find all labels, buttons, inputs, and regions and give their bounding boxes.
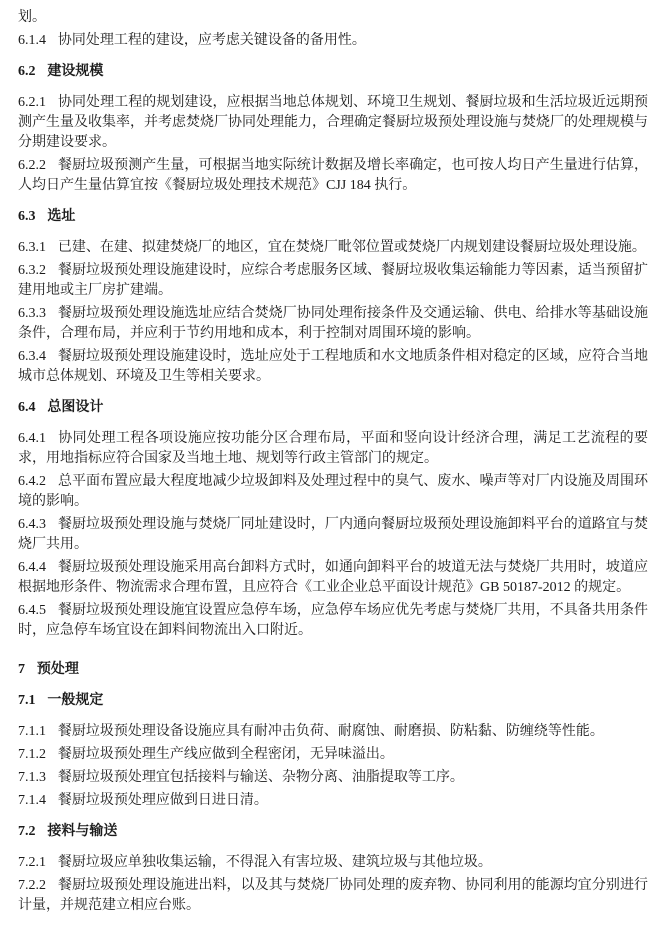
block-number: 6.4.3	[18, 517, 46, 532]
clause-6.3.1	[18, 238, 648, 258]
block-number: 6.4	[18, 400, 36, 415]
clause-6.4.2	[18, 472, 648, 512]
block-number: 7.2.2	[18, 878, 46, 893]
block-number: 6.4.2	[18, 474, 46, 489]
block-text: 预处理	[36, 662, 79, 677]
clause-6.4.1	[18, 429, 648, 469]
block-text: 餐厨垃圾预处理设施建设时，应综合考虑服务区域、餐厨垃圾收集运输能力等因素，适当预留扩建用地或主厂房扩建端。	[18, 263, 648, 298]
block-text: 餐厨垃圾预处理应做到日进日清。	[57, 793, 268, 808]
block-number: 6.4.4	[18, 560, 46, 575]
block-text: 餐厨垃圾预处理设施选址应结合焚烧厂协同处理衔接条件及交通运输、供电、给排水等基础设施条件，合理布局，并应利于节约用地和成本，利于控制对周围环境的影响。	[18, 306, 648, 341]
block-text: 餐厨垃圾应单独收集运输，不得混入有害垃圾、建筑垃圾与其他垃圾。	[57, 855, 492, 870]
chapter-heading-7	[18, 660, 648, 680]
clause-6.4.5	[18, 601, 648, 641]
block-text: 协同处理工程各项设施应按功能分区合理布局，平面和竖向设计经济合理，满足工艺流程的要求，用地指标应符合国家及当地土地、规划等行政主管部门的规定。	[18, 431, 648, 466]
clause-6.2.1	[18, 93, 648, 153]
block-number: 7.1.3	[18, 770, 46, 785]
clause-6.2.2	[18, 156, 648, 196]
block-number: 7.1	[18, 693, 36, 708]
block-number: 7.2.1	[18, 855, 46, 870]
clause-7.1.1	[18, 722, 648, 742]
block-text: 已建、在建、拟建焚烧厂的地区，宜在焚烧厂毗邻位置或焚烧厂内规划建设餐厨垃圾处理设施。	[57, 240, 646, 255]
block-number: 7.1.1	[18, 724, 46, 739]
clause-6.4.3	[18, 515, 648, 555]
block-text: 餐厨垃圾预处理设施与焚烧厂同址建设时，厂内通向餐厨垃圾预处理设施卸料平台的道路宜与焚烧厂共用。	[18, 517, 648, 552]
block-number: 7.2	[18, 824, 36, 839]
block-number: 6.3	[18, 209, 36, 224]
block-number: 6.2	[18, 64, 36, 79]
block-number: 6.3.4	[18, 349, 46, 364]
clause-7.1.4	[18, 791, 648, 811]
section-heading-7.1	[18, 691, 648, 711]
section-heading-6.2	[18, 62, 648, 82]
clause-6.3.3	[18, 304, 648, 344]
block-number: 6.3.1	[18, 240, 46, 255]
block-number: 6.2.1	[18, 95, 46, 110]
block-text: 餐厨垃圾预测产生量，可根据当地实际统计数据及增长率确定，也可按人均日产生量进行估算，人均日产生量估算宜按《餐厨垃圾处理技术规范》CJJ 184 执行。	[18, 158, 648, 193]
clause-7.1.2	[18, 745, 648, 765]
block-number: 6.4.5	[18, 603, 46, 618]
block-number: 6.3.3	[18, 306, 46, 321]
block-text: 接料与输送	[47, 824, 118, 839]
block-text: 总图设计	[47, 400, 104, 415]
block-number: 7	[18, 662, 25, 677]
block-text: 一般规定	[47, 693, 104, 708]
block-text: 餐厨垃圾预处理设施进出料，以及其与焚烧厂协同处理的废弃物、协同利用的能源均宜分别进行计量，并规范建立相应台账。	[18, 878, 648, 913]
block-text: 餐厨垃圾预处理设施采用高台卸料方式时，如通向卸料平台的坡道无法与焚烧厂共用时，坡道应根据地形条件、物流需求合理布置，且应符合《工业企业总平面设计规范》GB 50187-2012 的规定。	[18, 560, 648, 595]
block-number: 6.4.1	[18, 431, 46, 446]
block-number: 6.3.2	[18, 263, 46, 278]
clause-6.1.4	[18, 31, 648, 51]
block-text: 餐厨垃圾预处理设备设施应具有耐冲击负荷、耐腐蚀、耐磨损、防粘黏、防缠绕等性能。	[57, 724, 604, 739]
clause-7.1.3	[18, 768, 648, 788]
block-text: 选址	[47, 209, 76, 224]
section-heading-6.3	[18, 207, 648, 227]
block-text: 划。	[18, 10, 46, 25]
clause-6.3.4	[18, 347, 648, 387]
block-number: 7.1.4	[18, 793, 46, 808]
clause-7.2.1	[18, 853, 648, 873]
clause-6.3.2	[18, 261, 648, 301]
block-number: 6.2.2	[18, 158, 46, 173]
section-heading-7.2	[18, 822, 648, 842]
block-text: 餐厨垃圾预处理设施宜设置应急停车场，应急停车场应优先考虑与焚烧厂共用，不具备共用条件时，应急停车场宜设在卸料间物流出入口附近。	[18, 603, 648, 638]
block-text: 餐厨垃圾预处理宜包括接料与输送、杂物分离、油脂提取等工序。	[57, 770, 464, 785]
block-text: 餐厨垃圾预处理设施建设时，选址应处于工程地质和水文地质条件相对稳定的区域，应符合当地城市总体规划、环境及卫生等相关要求。	[18, 349, 648, 384]
block-text: 协同处理工程的建设，应考虑关键设备的备用性。	[57, 33, 366, 48]
section-heading-6.4	[18, 398, 648, 418]
block-text: 总平面布置应最大程度地减少垃圾卸料及处理过程中的臭气、废水、噪声等对厂内设施及周围环境的影响。	[18, 474, 648, 509]
block-text: 建设规模	[47, 64, 104, 79]
block-text: 餐厨垃圾预处理生产线应做到全程密闭，无异味溢出。	[57, 747, 394, 762]
block-number: 6.1.4	[18, 33, 46, 48]
clause-7.2.2	[18, 876, 648, 916]
block-number: 7.1.2	[18, 747, 46, 762]
continuation-text	[18, 8, 648, 28]
block-text: 协同处理工程的规划建设，应根据当地总体规划、环境卫生规划、餐厨垃圾和生活垃圾近远期预测产生量及收集率，并考虑焚烧厂协同处理能力，合理确定餐厨垃圾预处理设施与焚烧厂的处理规模与分期建设要求。	[18, 95, 648, 150]
clause-6.4.4	[18, 558, 648, 598]
